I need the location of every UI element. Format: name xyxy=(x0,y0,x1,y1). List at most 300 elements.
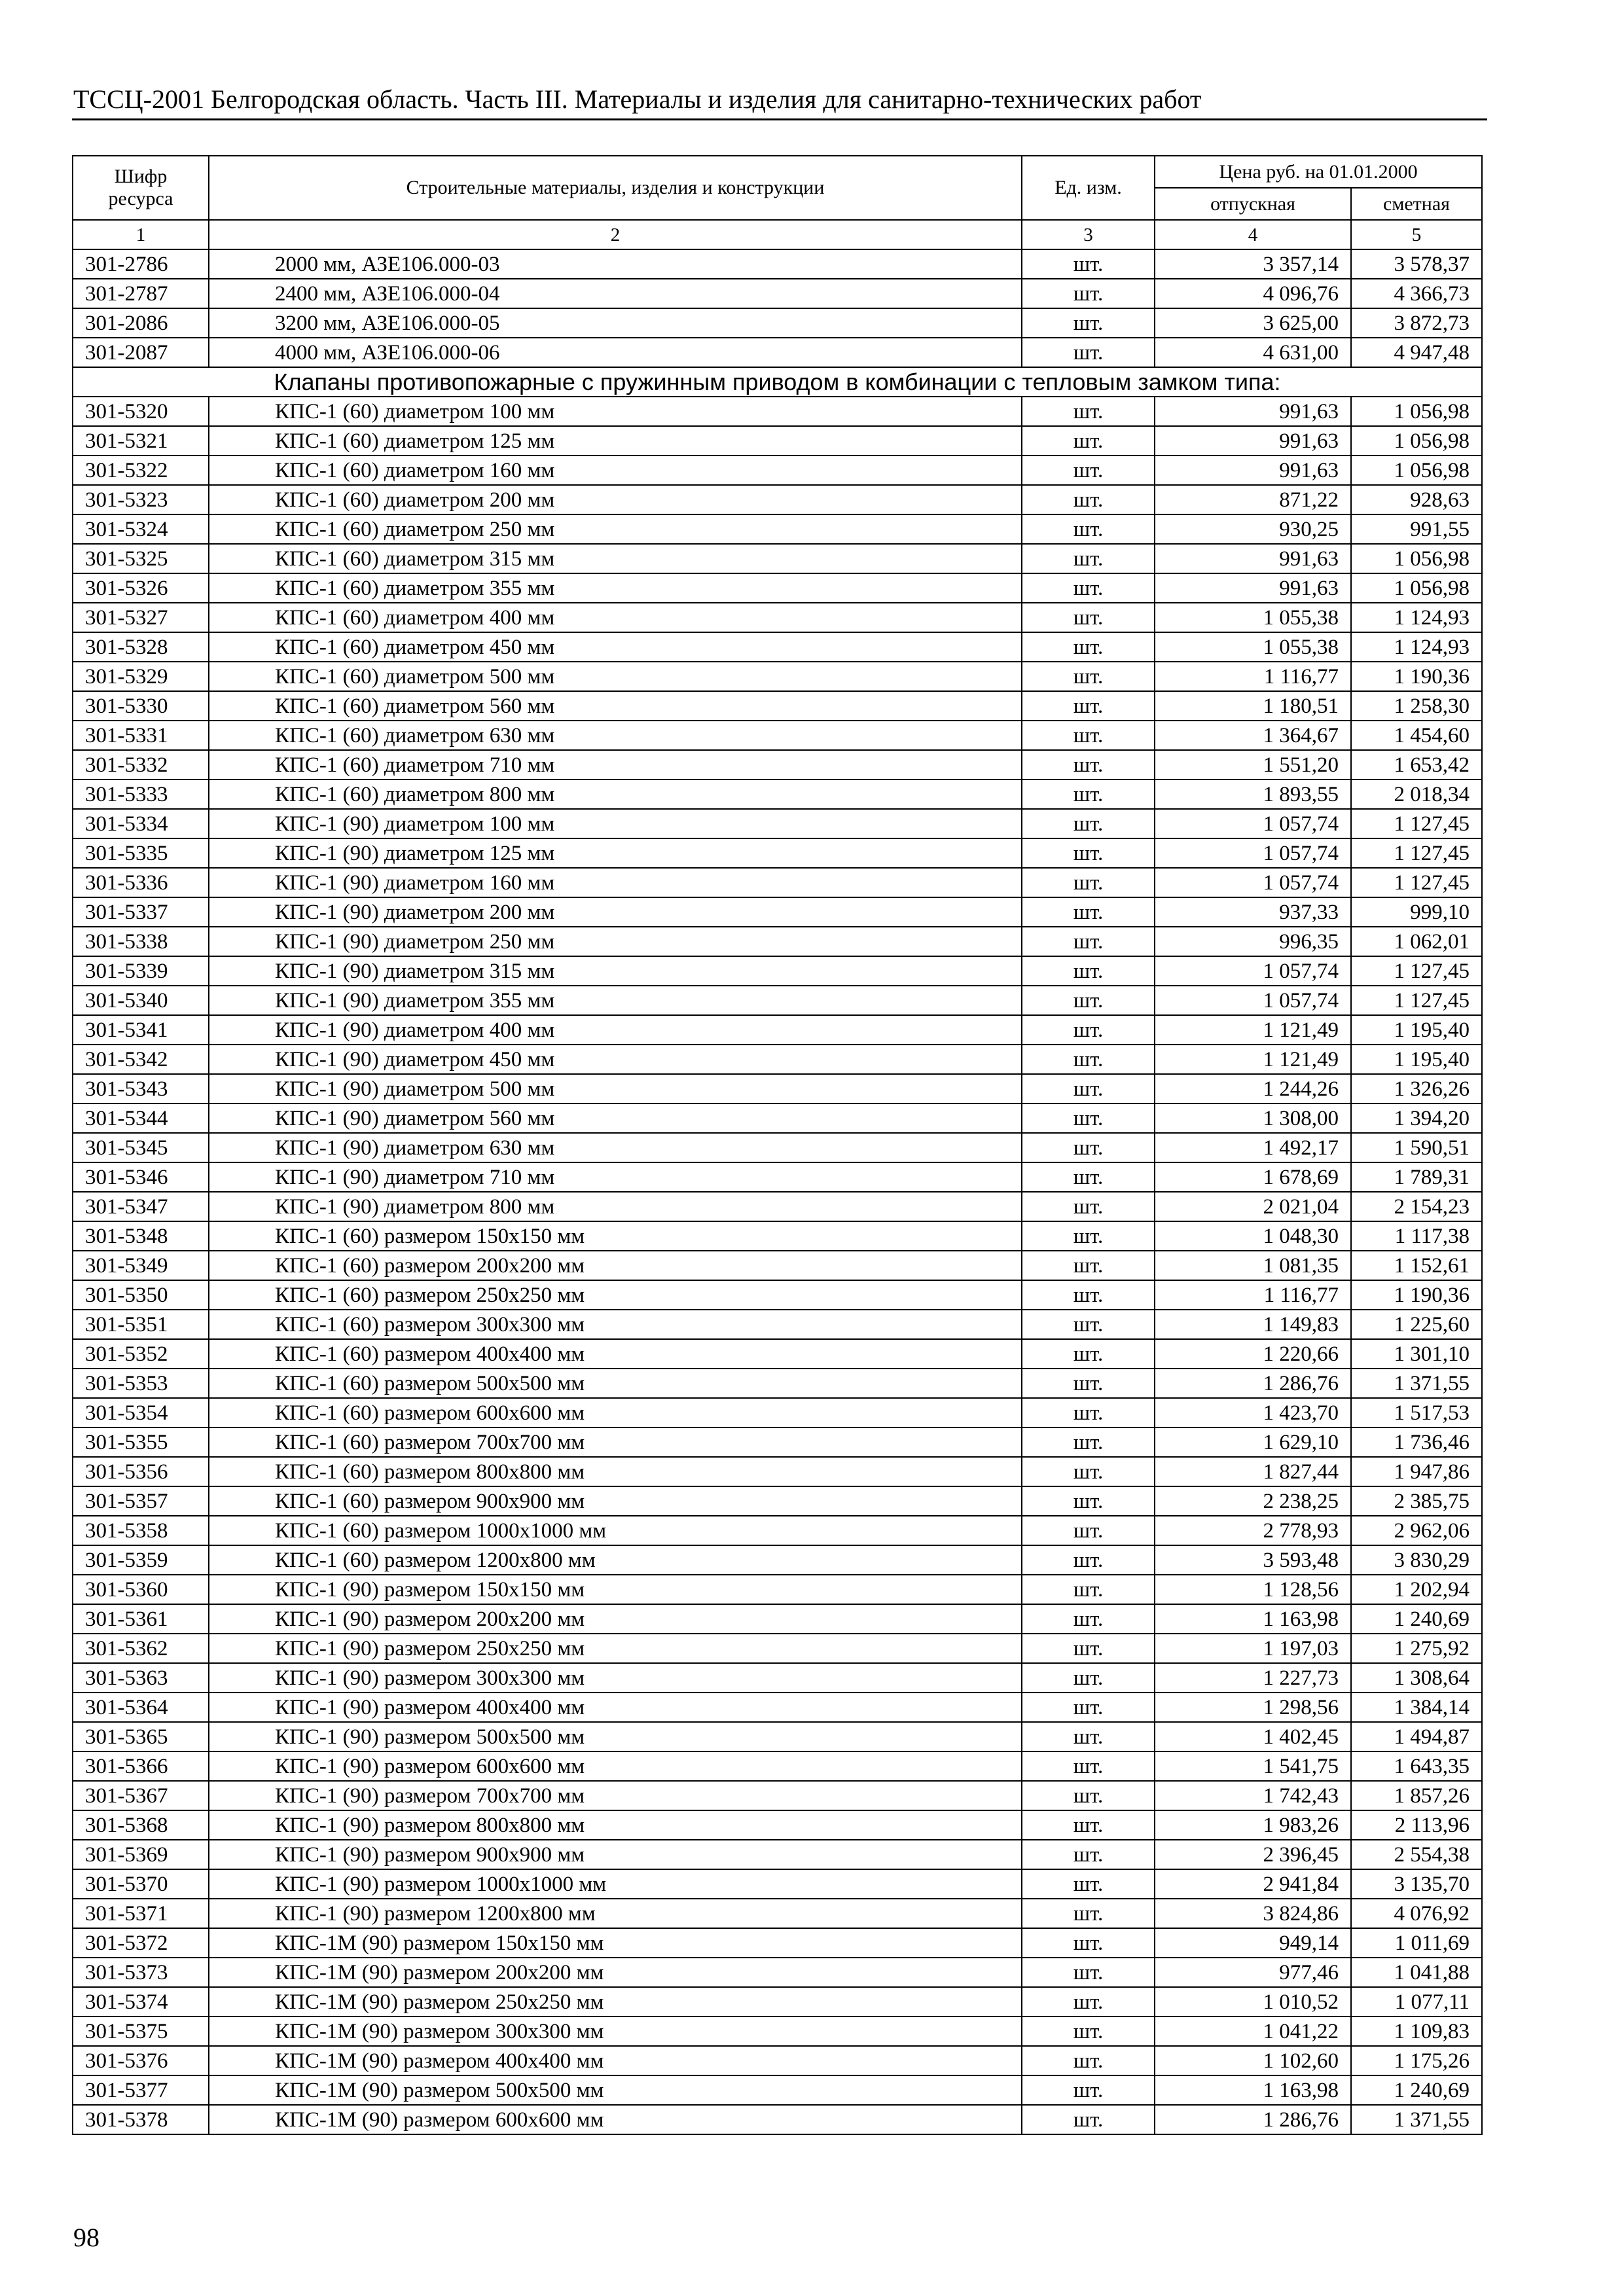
release-price: 1 057,74 xyxy=(1155,838,1351,868)
header-unit-text: Ед. изм. xyxy=(1055,177,1122,198)
table-row xyxy=(73,956,1482,986)
unit: шт. xyxy=(1022,1103,1155,1133)
item-name: КПС-1 (60) размером 800x800 мм xyxy=(209,1457,1022,1486)
table-row xyxy=(73,721,1482,750)
release-price: 1 116,77 xyxy=(1155,662,1351,691)
item-name: КПС-1 (90) размером 300x300 мм xyxy=(209,1663,1022,1693)
table-row xyxy=(73,1693,1482,1722)
release-price: 1 227,73 xyxy=(1155,1663,1351,1693)
table-row xyxy=(73,1457,1482,1486)
unit: шт. xyxy=(1022,1869,1155,1899)
table-row xyxy=(73,1810,1482,1840)
release-price: 1 163,98 xyxy=(1155,2075,1351,2105)
table-row xyxy=(73,809,1482,838)
item-name: КПС-1 (90) диаметром 250 мм xyxy=(209,927,1022,956)
table-row xyxy=(73,249,1482,279)
unit: шт. xyxy=(1022,485,1155,514)
item-name: КПС-1М (90) размером 150x150 мм xyxy=(209,1928,1022,1958)
estimate-price: 1 195,40 xyxy=(1351,1015,1482,1045)
release-price: 1 055,38 xyxy=(1155,603,1351,632)
table-row xyxy=(73,573,1482,603)
unit: шт. xyxy=(1022,1369,1155,1398)
resource-code: 301-5347 xyxy=(73,1192,209,1221)
item-name: КПС-1М (90) размером 500x500 мм xyxy=(209,2075,1022,2105)
release-price: 1 121,49 xyxy=(1155,1045,1351,1074)
estimate-price: 1 190,36 xyxy=(1351,662,1482,691)
resource-code: 301-5365 xyxy=(73,1722,209,1751)
release-price: 949,14 xyxy=(1155,1928,1351,1958)
unit: шт. xyxy=(1022,1486,1155,1516)
item-name: КПС-1 (90) размером 1200x800 мм xyxy=(209,1899,1022,1928)
release-price: 1 827,44 xyxy=(1155,1457,1351,1486)
table-row xyxy=(73,1722,1482,1751)
resource-code: 301-5324 xyxy=(73,514,209,544)
resource-code: 301-5337 xyxy=(73,897,209,927)
estimate-price: 1 056,98 xyxy=(1351,573,1482,603)
estimate-price: 1 789,31 xyxy=(1351,1162,1482,1192)
table-row xyxy=(73,662,1482,691)
item-name: КПС-1 (60) размером 1000x1000 мм xyxy=(209,1516,1022,1545)
item-name: КПС-1 (60) диаметром 100 мм xyxy=(209,397,1022,426)
estimate-price: 1 384,14 xyxy=(1351,1693,1482,1722)
item-name: КПС-1 (90) диаметром 800 мм xyxy=(209,1192,1022,1221)
unit: шт. xyxy=(1022,868,1155,897)
table-body xyxy=(73,249,1482,2134)
resource-code: 301-5343 xyxy=(73,1074,209,1103)
table-row xyxy=(73,1751,1482,1781)
estimate-price: 1 494,87 xyxy=(1351,1722,1482,1751)
estimate-price: 1 653,42 xyxy=(1351,750,1482,780)
price-table xyxy=(72,155,1483,2135)
release-price: 4 096,76 xyxy=(1155,279,1351,308)
unit: шт. xyxy=(1022,1899,1155,1928)
estimate-price: 1 454,60 xyxy=(1351,721,1482,750)
unit: шт. xyxy=(1022,1987,1155,2017)
estimate-price: 1 056,98 xyxy=(1351,397,1482,426)
item-name: 4000 мм, АЗЕ106.000-06 xyxy=(209,338,1022,367)
release-price: 4 631,00 xyxy=(1155,338,1351,367)
resource-code: 301-2087 xyxy=(73,338,209,367)
item-name: КПС-1М (90) размером 200x200 мм xyxy=(209,1958,1022,1987)
estimate-price: 1 326,26 xyxy=(1351,1074,1482,1103)
release-price: 1 163,98 xyxy=(1155,1604,1351,1634)
release-price: 1 402,45 xyxy=(1155,1722,1351,1751)
table-row xyxy=(73,456,1482,485)
release-price: 871,22 xyxy=(1155,485,1351,514)
unit: шт. xyxy=(1022,1516,1155,1545)
resource-code: 301-5352 xyxy=(73,1339,209,1369)
resource-code: 301-5329 xyxy=(73,662,209,691)
estimate-price: 1 517,53 xyxy=(1351,1398,1482,1427)
release-price: 1 055,38 xyxy=(1155,632,1351,662)
estimate-price: 1 127,45 xyxy=(1351,838,1482,868)
resource-code: 301-5335 xyxy=(73,838,209,868)
release-price: 1 057,74 xyxy=(1155,809,1351,838)
unit: шт. xyxy=(1022,426,1155,456)
unit: шт. xyxy=(1022,573,1155,603)
item-name: КПС-1 (60) диаметром 560 мм xyxy=(209,691,1022,721)
unit: шт. xyxy=(1022,1810,1155,1840)
table-row xyxy=(73,1869,1482,1899)
estimate-price: 1 308,64 xyxy=(1351,1663,1482,1693)
unit: шт. xyxy=(1022,927,1155,956)
release-price: 991,63 xyxy=(1155,573,1351,603)
item-name: КПС-1 (60) диаметром 315 мм xyxy=(209,544,1022,573)
unit: шт. xyxy=(1022,1958,1155,1987)
release-price: 930,25 xyxy=(1155,514,1351,544)
table-row xyxy=(73,868,1482,897)
table-row xyxy=(73,1427,1482,1457)
table-row xyxy=(73,1575,1482,1604)
running-head: ТССЦ-2001 Белгородская область. Часть III. Материалы и изделия для санитарно-технических работ xyxy=(73,84,1202,114)
item-name: КПС-1 (90) диаметром 315 мм xyxy=(209,956,1022,986)
item-name: КПС-1 (90) размером 900x900 мм xyxy=(209,1840,1022,1869)
resource-code: 301-5320 xyxy=(73,397,209,426)
release-price: 3 625,00 xyxy=(1155,308,1351,338)
release-price: 1 423,70 xyxy=(1155,1398,1351,1427)
unit: шт. xyxy=(1022,1015,1155,1045)
release-price: 1 081,35 xyxy=(1155,1251,1351,1280)
table-row xyxy=(73,1958,1482,1987)
item-name: КПС-1 (90) размером 400x400 мм xyxy=(209,1693,1022,1722)
estimate-price: 1 258,30 xyxy=(1351,691,1482,721)
table-header xyxy=(73,156,1482,249)
table-row xyxy=(73,1663,1482,1693)
unit: шт. xyxy=(1022,1339,1155,1369)
resource-code: 301-5371 xyxy=(73,1899,209,1928)
release-price: 1 180,51 xyxy=(1155,691,1351,721)
unit: шт. xyxy=(1022,603,1155,632)
table-row xyxy=(73,1074,1482,1103)
header-code xyxy=(73,156,209,220)
estimate-price: 1 371,55 xyxy=(1351,1369,1482,1398)
item-name: КПС-1 (60) диаметром 355 мм xyxy=(209,573,1022,603)
table-row xyxy=(73,1545,1482,1575)
section-heading-row xyxy=(73,367,1482,397)
estimate-price: 1 124,93 xyxy=(1351,632,1482,662)
resource-code: 301-5349 xyxy=(73,1251,209,1280)
release-price: 996,35 xyxy=(1155,927,1351,956)
resource-code: 301-2787 xyxy=(73,279,209,308)
column-numbers-row xyxy=(73,220,1482,249)
unit: шт. xyxy=(1022,1192,1155,1221)
item-name: КПС-1М (90) размером 600x600 мм xyxy=(209,2105,1022,2134)
release-price: 1 244,26 xyxy=(1155,1074,1351,1103)
table-row xyxy=(73,1369,1482,1398)
table-row xyxy=(73,1103,1482,1133)
resource-code: 301-5368 xyxy=(73,1810,209,1840)
table-row xyxy=(73,514,1482,544)
header-unit xyxy=(1022,156,1155,220)
estimate-price: 1 175,26 xyxy=(1351,2046,1482,2075)
unit: шт. xyxy=(1022,249,1155,279)
column-number: 4 xyxy=(1155,220,1351,249)
table-row xyxy=(73,986,1482,1015)
resource-code: 301-5327 xyxy=(73,603,209,632)
column-number: 1 xyxy=(73,220,209,249)
resource-code: 301-5358 xyxy=(73,1516,209,1545)
release-price: 1 286,76 xyxy=(1155,1369,1351,1398)
resource-code: 301-5338 xyxy=(73,927,209,956)
table-row xyxy=(73,338,1482,367)
table-row xyxy=(73,1221,1482,1251)
unit: шт. xyxy=(1022,514,1155,544)
item-name: КПС-1 (60) диаметром 800 мм xyxy=(209,780,1022,809)
estimate-price: 1 056,98 xyxy=(1351,544,1482,573)
table-row xyxy=(73,544,1482,573)
release-price: 1 893,55 xyxy=(1155,780,1351,809)
estimate-price: 2 154,23 xyxy=(1351,1192,1482,1221)
resource-code: 301-5346 xyxy=(73,1162,209,1192)
release-price: 1 041,22 xyxy=(1155,2017,1351,2046)
table-row xyxy=(73,927,1482,956)
item-name: КПС-1 (90) диаметром 200 мм xyxy=(209,897,1022,927)
resource-code: 301-5321 xyxy=(73,426,209,456)
item-name: КПС-1 (60) размером 150x150 мм xyxy=(209,1221,1022,1251)
table-row xyxy=(73,2017,1482,2046)
resource-code: 301-5348 xyxy=(73,1221,209,1251)
unit: шт. xyxy=(1022,1722,1155,1751)
estimate-price: 1 240,69 xyxy=(1351,2075,1482,2105)
resource-code: 301-5377 xyxy=(73,2075,209,2105)
estimate-price: 1 041,88 xyxy=(1351,1958,1482,1987)
item-name: КПС-1 (90) диаметром 500 мм xyxy=(209,1074,1022,1103)
estimate-price: 1 590,51 xyxy=(1351,1133,1482,1162)
table-row xyxy=(73,1398,1482,1427)
release-price: 1 010,52 xyxy=(1155,1987,1351,2017)
resource-code: 301-5342 xyxy=(73,1045,209,1074)
estimate-price: 1 190,36 xyxy=(1351,1280,1482,1310)
resource-code: 301-5331 xyxy=(73,721,209,750)
item-name: КПС-1 (60) диаметром 160 мм xyxy=(209,456,1022,485)
estimate-price: 991,55 xyxy=(1351,514,1482,544)
release-price: 937,33 xyxy=(1155,897,1351,927)
item-name: КПС-1 (60) размером 300x300 мм xyxy=(209,1310,1022,1339)
resource-code: 301-5378 xyxy=(73,2105,209,2134)
unit: шт. xyxy=(1022,632,1155,662)
resource-code: 301-5359 xyxy=(73,1545,209,1575)
item-name: КПС-1 (90) диаметром 100 мм xyxy=(209,809,1022,838)
table-row xyxy=(73,1634,1482,1663)
item-name: КПС-1 (90) диаметром 560 мм xyxy=(209,1103,1022,1133)
unit: шт. xyxy=(1022,1840,1155,1869)
unit: шт. xyxy=(1022,1074,1155,1103)
header-price-estimate: сметная xyxy=(1351,188,1482,220)
header-price-release: отпускная xyxy=(1155,188,1351,220)
release-price: 1 492,17 xyxy=(1155,1133,1351,1162)
release-price: 1 057,74 xyxy=(1155,868,1351,897)
table-row xyxy=(73,308,1482,338)
section-heading: Клапаны противопожарные с пружинным приводом в комбинации с тепловым замком типа: xyxy=(73,367,1482,397)
item-name: КПС-1 (90) диаметром 630 мм xyxy=(209,1133,1022,1162)
release-price: 3 824,86 xyxy=(1155,1899,1351,1928)
item-name: КПС-1 (90) диаметром 450 мм xyxy=(209,1045,1022,1074)
table-row xyxy=(73,2075,1482,2105)
release-price: 1 057,74 xyxy=(1155,956,1351,986)
estimate-price: 1 011,69 xyxy=(1351,1928,1482,1958)
release-price: 1 128,56 xyxy=(1155,1575,1351,1604)
estimate-price: 3 578,37 xyxy=(1351,249,1482,279)
estimate-price: 4 076,92 xyxy=(1351,1899,1482,1928)
item-name: КПС-1 (60) диаметром 450 мм xyxy=(209,632,1022,662)
release-price: 1 298,56 xyxy=(1155,1693,1351,1722)
table-row xyxy=(73,1486,1482,1516)
table-row xyxy=(73,838,1482,868)
resource-code: 301-5341 xyxy=(73,1015,209,1045)
estimate-price: 3 135,70 xyxy=(1351,1869,1482,1899)
table-row xyxy=(73,603,1482,632)
unit: шт. xyxy=(1022,1781,1155,1810)
item-name: КПС-1 (90) размером 1000x1000 мм xyxy=(209,1869,1022,1899)
unit: шт. xyxy=(1022,1751,1155,1781)
estimate-price: 999,10 xyxy=(1351,897,1482,927)
unit: шт. xyxy=(1022,897,1155,927)
unit: шт. xyxy=(1022,1221,1155,1251)
unit: шт. xyxy=(1022,1457,1155,1486)
estimate-price: 1 127,45 xyxy=(1351,956,1482,986)
table-row xyxy=(73,1045,1482,1074)
item-name: КПС-1 (60) диаметром 500 мм xyxy=(209,662,1022,691)
table-row xyxy=(73,1899,1482,1928)
table-row xyxy=(73,1280,1482,1310)
estimate-price: 1 109,83 xyxy=(1351,2017,1482,2046)
resource-code: 301-5364 xyxy=(73,1693,209,1722)
estimate-price: 2 962,06 xyxy=(1351,1516,1482,1545)
unit: шт. xyxy=(1022,780,1155,809)
estimate-price: 1 056,98 xyxy=(1351,456,1482,485)
release-price: 1 308,00 xyxy=(1155,1103,1351,1133)
header-code-text: Шифр ресурса xyxy=(108,166,173,209)
unit: шт. xyxy=(1022,1398,1155,1427)
estimate-price: 1 947,86 xyxy=(1351,1457,1482,1486)
resource-code: 301-5322 xyxy=(73,456,209,485)
item-name: КПС-1 (60) размером 200x200 мм xyxy=(209,1251,1022,1280)
table-row xyxy=(73,1516,1482,1545)
release-price: 977,46 xyxy=(1155,1958,1351,1987)
unit: шт. xyxy=(1022,2105,1155,2134)
resource-code: 301-5345 xyxy=(73,1133,209,1162)
resource-code: 301-5373 xyxy=(73,1958,209,1987)
resource-code: 301-5376 xyxy=(73,2046,209,2075)
unit: шт. xyxy=(1022,721,1155,750)
item-name: 2000 мм, АЗЕ106.000-03 xyxy=(209,249,1022,279)
resource-code: 301-5362 xyxy=(73,1634,209,1663)
estimate-price: 1 077,11 xyxy=(1351,1987,1482,2017)
estimate-price: 1 117,38 xyxy=(1351,1221,1482,1251)
release-price: 991,63 xyxy=(1155,544,1351,573)
resource-code: 301-5323 xyxy=(73,485,209,514)
table-row xyxy=(73,1987,1482,2017)
item-name: КПС-1 (60) диаметром 630 мм xyxy=(209,721,1022,750)
resource-code: 301-5339 xyxy=(73,956,209,986)
header-name: Строительные материалы, изделия и конструкции xyxy=(209,156,1022,220)
estimate-price: 1 225,60 xyxy=(1351,1310,1482,1339)
unit: шт. xyxy=(1022,1310,1155,1339)
unit: шт. xyxy=(1022,1928,1155,1958)
table-row xyxy=(73,2105,1482,2134)
estimate-price: 928,63 xyxy=(1351,485,1482,514)
unit: шт. xyxy=(1022,2046,1155,2075)
item-name: КПС-1 (90) размером 250x250 мм xyxy=(209,1634,1022,1663)
unit: шт. xyxy=(1022,691,1155,721)
table-row xyxy=(73,485,1482,514)
release-price: 1 220,66 xyxy=(1155,1339,1351,1369)
item-name: 3200 мм, АЗЕ106.000-05 xyxy=(209,308,1022,338)
table-row xyxy=(73,897,1482,927)
unit: шт. xyxy=(1022,544,1155,573)
unit: шт. xyxy=(1022,1545,1155,1575)
item-name: КПС-1М (90) размером 250x250 мм xyxy=(209,1987,1022,2017)
unit: шт. xyxy=(1022,1162,1155,1192)
resource-code: 301-5356 xyxy=(73,1457,209,1486)
release-price: 1 057,74 xyxy=(1155,986,1351,1015)
estimate-price: 1 124,93 xyxy=(1351,603,1482,632)
column-number: 3 xyxy=(1022,220,1155,249)
resource-code: 301-5325 xyxy=(73,544,209,573)
unit: шт. xyxy=(1022,1604,1155,1634)
table-row xyxy=(73,632,1482,662)
item-name: КПС-1 (90) диаметром 400 мм xyxy=(209,1015,1022,1045)
item-name: КПС-1М (90) размером 400x400 мм xyxy=(209,2046,1022,2075)
unit: шт. xyxy=(1022,1663,1155,1693)
unit: шт. xyxy=(1022,456,1155,485)
unit: шт. xyxy=(1022,1634,1155,1663)
release-price: 1 364,67 xyxy=(1155,721,1351,750)
estimate-price: 3 830,29 xyxy=(1351,1545,1482,1575)
release-price: 2 021,04 xyxy=(1155,1192,1351,1221)
unit: шт. xyxy=(1022,1045,1155,1074)
table-row xyxy=(73,1781,1482,1810)
item-name: КПС-1 (90) диаметром 125 мм xyxy=(209,838,1022,868)
column-number: 2 xyxy=(209,220,1022,249)
unit: шт. xyxy=(1022,1251,1155,1280)
release-price: 1 678,69 xyxy=(1155,1162,1351,1192)
estimate-price: 1 202,94 xyxy=(1351,1575,1482,1604)
estimate-price: 1 394,20 xyxy=(1351,1103,1482,1133)
item-name: КПС-1 (90) диаметром 355 мм xyxy=(209,986,1022,1015)
resource-code: 301-5360 xyxy=(73,1575,209,1604)
item-name: КПС-1 (60) размером 700x700 мм xyxy=(209,1427,1022,1457)
unit: шт. xyxy=(1022,1693,1155,1722)
unit: шт. xyxy=(1022,397,1155,426)
item-name: КПС-1 (60) размером 900x900 мм xyxy=(209,1486,1022,1516)
table-row xyxy=(73,1133,1482,1162)
release-price: 1 121,49 xyxy=(1155,1015,1351,1045)
resource-code: 301-5375 xyxy=(73,2017,209,2046)
table-row xyxy=(73,691,1482,721)
estimate-price: 1 127,45 xyxy=(1351,868,1482,897)
unit: шт. xyxy=(1022,338,1155,367)
page-number: 98 xyxy=(73,2223,99,2252)
estimate-price: 1 736,46 xyxy=(1351,1427,1482,1457)
table-row xyxy=(73,397,1482,426)
table-row xyxy=(73,279,1482,308)
release-price: 2 396,45 xyxy=(1155,1840,1351,1869)
resource-code: 301-5340 xyxy=(73,986,209,1015)
unit: шт. xyxy=(1022,308,1155,338)
estimate-price: 3 872,73 xyxy=(1351,308,1482,338)
estimate-price: 2 554,38 xyxy=(1351,1840,1482,1869)
estimate-price: 1 127,45 xyxy=(1351,809,1482,838)
resource-code: 301-5332 xyxy=(73,750,209,780)
table-row xyxy=(73,1310,1482,1339)
item-name: КПС-1М (90) размером 300x300 мм xyxy=(209,2017,1022,2046)
release-price: 1 102,60 xyxy=(1155,2046,1351,2075)
release-price: 2 238,25 xyxy=(1155,1486,1351,1516)
estimate-price: 4 366,73 xyxy=(1351,279,1482,308)
estimate-price: 1 371,55 xyxy=(1351,2105,1482,2134)
resource-code: 301-5374 xyxy=(73,1987,209,2017)
